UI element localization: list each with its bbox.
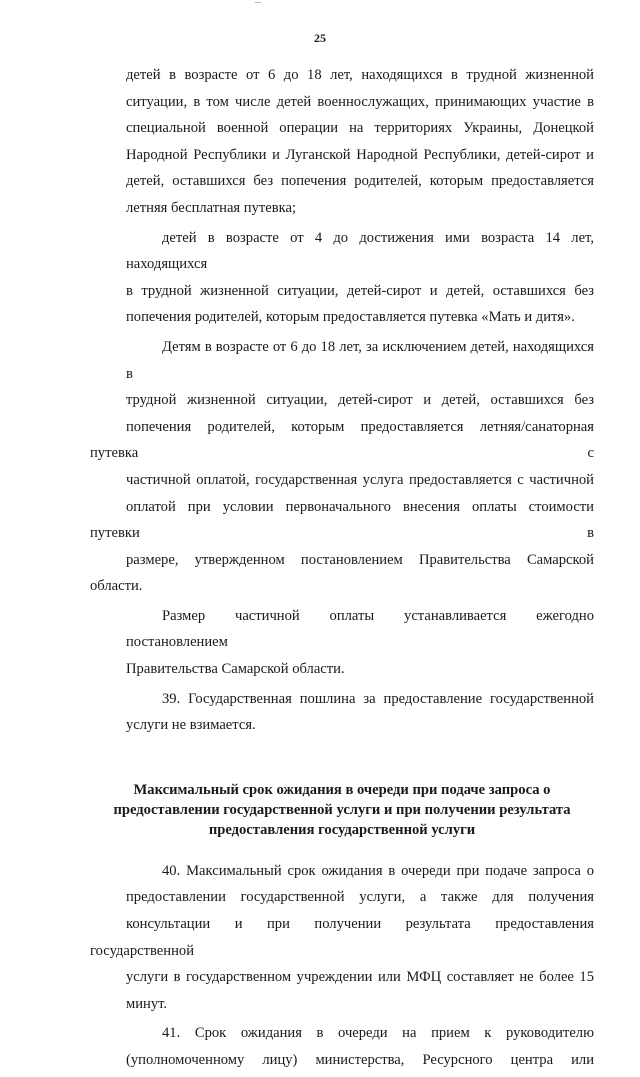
text-line: (уполномоченному лицу) министерства, Ресурсного центра или bbox=[126, 1052, 594, 1068]
text-line: специальной военной операции на территориях Украины, Донецкой bbox=[126, 120, 594, 137]
heading-line: предоставлении государственной услуги и при получении результата bbox=[113, 801, 571, 818]
text-line: попечения родителей, которым предоставляется летняя/санаторная путевка с bbox=[90, 418, 594, 462]
heading-line: предоставления государственной услуги bbox=[208, 821, 476, 838]
text-line: размере, утвержденном постановлением Правительства Самарской области. bbox=[90, 551, 594, 595]
text-line: Размер частичной оплаты устанавливается ежегодно постановлением bbox=[126, 607, 594, 651]
text-line: услуги не взимается. bbox=[126, 717, 256, 734]
paragraph-41 bbox=[90, 1020, 594, 1073]
paragraph-2 bbox=[90, 225, 594, 331]
text-line: 40. Максимальный срок ожидания в очереди при подаче запроса о bbox=[162, 862, 594, 879]
heading-line: Максимальный срок ожидания в очереди при подаче запроса о bbox=[133, 781, 551, 798]
paragraph-1 bbox=[90, 62, 594, 222]
text-line: детей в возрасте от 4 до достижения ими возраста 14 лет, находящихся bbox=[126, 229, 594, 273]
text-line: Правительства Самарской области. bbox=[126, 661, 345, 678]
text-line: 39. Государственная пошлина за предоставление государственной bbox=[162, 690, 594, 707]
text-line: Детям в возрасте от 6 до 18 лет, за исключением детей, находящихся в bbox=[126, 338, 594, 382]
document-body bbox=[90, 62, 594, 1077]
text-line: Народной Республики и Луганской Народной Республики, детей-сирот и bbox=[126, 146, 594, 163]
text-line: попечения родителей, которым предоставляется путевка «Мать и дитя». bbox=[126, 309, 575, 326]
paragraph-39 bbox=[90, 686, 594, 739]
text-line: предоставлении государственной услуги, а также для получения bbox=[126, 889, 594, 906]
paragraph-3 bbox=[90, 334, 594, 600]
paragraph-4 bbox=[90, 603, 594, 683]
paragraph-40 bbox=[90, 858, 594, 1018]
text-line: ситуации, в том числе детей военнослужащих, принимающих участие в bbox=[126, 93, 594, 110]
text-line: детей в возрасте от 6 до 18 лет, находящихся в трудной жизненной bbox=[126, 67, 594, 83]
text-line: детей, оставшихся без попечения родителей, которым предоставляется bbox=[126, 173, 594, 190]
section-heading bbox=[90, 780, 594, 840]
text-line: трудной жизненной ситуации, детей-сирот и детей, оставшихся без bbox=[126, 392, 594, 409]
text-line: в трудной жизненной ситуации, детей-сирот и детей, оставшихся без bbox=[126, 282, 594, 299]
page-number: 25 bbox=[314, 31, 326, 45]
text-line: частичной оплатой, государственная услуга предоставляется с частичной bbox=[126, 471, 594, 488]
text-line: консультации и при получении результата предоставления государственной bbox=[90, 916, 594, 959]
text-line: 41. Срок ожидания в очереди на прием к руководителю bbox=[162, 1025, 594, 1042]
section-spacer bbox=[90, 742, 594, 780]
text-line: услуги в государственном учреждении или МФЦ составляет не более 15 bbox=[126, 969, 594, 986]
scan-artifact bbox=[255, 2, 261, 3]
text-line: летняя бесплатная путевка; bbox=[126, 199, 297, 216]
text-line: минут. bbox=[126, 995, 168, 1012]
text-line: оплатой при условии первоначального внесения оплаты стоимости путевки в bbox=[90, 498, 594, 542]
